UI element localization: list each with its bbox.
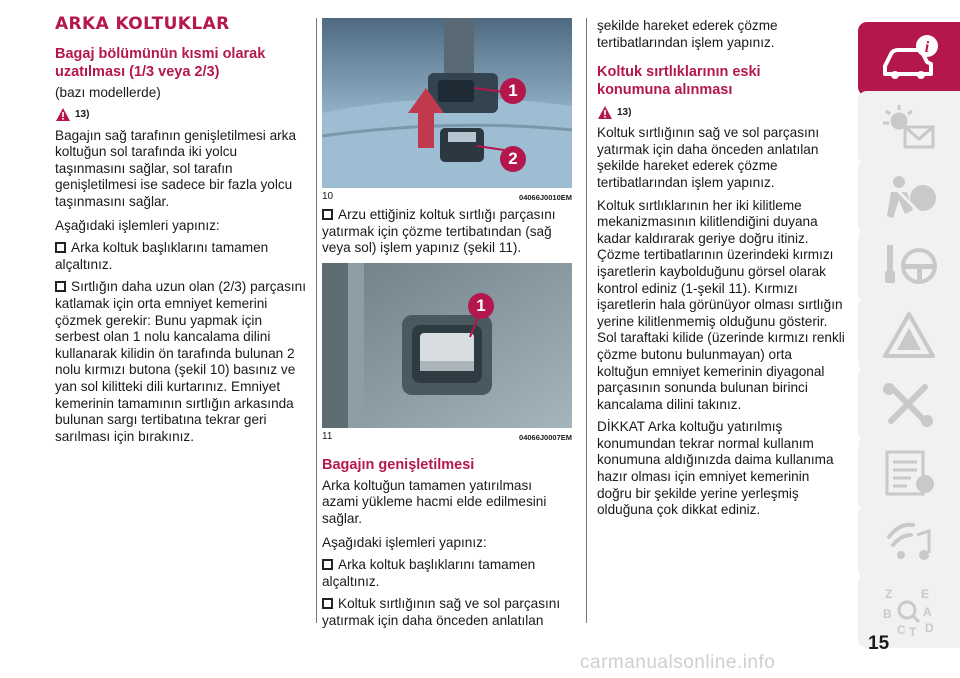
warning-triangle-icon (877, 308, 941, 362)
intro-paragraph: Bagajın sağ tarafının genişletilmesi arka koltuğun sol tarafında iki yolcu taşınmasını sağlar, sol tarafın genişletilmesi ise sadece bir fazla yolcu taşınmasını sağlar. (55, 127, 297, 209)
seatbelt-buckle-illustration (322, 18, 572, 188)
paragraph: Koltuk sırtlığının sağ ve sol parçasını yatırmak için daha önceden anlatılan şekilde hareket ederek çözme tertibatlarından işlem yapınız. (597, 125, 820, 190)
warning-triangle-icon (55, 107, 71, 122)
multimedia-icon (877, 515, 941, 569)
page-number: 15 (868, 633, 890, 654)
tab-multimedia[interactable] (858, 505, 960, 579)
warning-reference (55, 106, 310, 124)
callout-1: 1 (500, 78, 526, 104)
index-letters-icon (877, 584, 941, 638)
model-note: (bazı modellerde) (55, 85, 161, 100)
steps-lead: Aşağıdaki işlemleri yapınız: (322, 534, 487, 550)
subheading: Bagajın genişletilmesi (322, 456, 475, 473)
figure-caption (322, 430, 572, 442)
list-item: Koltuk sırtlığının sağ ve sol parçasını yatırmak için daha önceden anlatılan (322, 596, 561, 628)
paragraph: DİKKAT Arka koltuğu yatırılmış konumundan tekrar normal kullanım konumuna aldığınızda daima kullanıma hazır olması için emniyet kemerinin doğru bir şekilde yerine yerleşmiş olduğuna çok dikkat ediniz. (597, 419, 834, 518)
figure-10 (322, 18, 572, 188)
svg-text:A: A (923, 605, 932, 619)
checkbox-bullet-icon (55, 242, 66, 253)
column-2 (322, 0, 572, 630)
checkbox-bullet-icon (322, 559, 333, 570)
tab-warning-lights[interactable] (858, 91, 960, 165)
svg-text:T: T (909, 625, 917, 638)
continued-text: şekilde hareket ederek çözme tertibatlarından işlem yapınız. (597, 18, 778, 50)
warning-lights-icon (877, 101, 941, 155)
paragraph: Koltuk sırtlıklarının her iki kilitleme mekanizmasının kilitlendiğini duyana kadar kaldırarak geriye doğru itiniz. Çözme tertibatlarının üzerindeki kırmızı işaretlerin kaybolduğunu görsel olarak kontrol ediniz (1-şekil 11). Kırmızı işaretlerin hala görünüyor olması sırtlığın yerine kilitlenmemiş olduğunu gösterir. Sol taraftaki kilide (üzerinde kırmızı renkli çözme butonu bulunmayan) orta koltuğun emniyet kemerinin diyagonal parçasının sonunda bulunan birinci kancalama dilini takınız. (597, 197, 845, 412)
checkbox-bullet-icon (322, 598, 333, 609)
list-item: Sırtlığın daha uzun olan (2/3) parçasını katlamak için orta emniyet kemerini çözmek gerekir: Bunu yapmak için serbest olan 1 nolu kancalama dilini kullanarak kilidin ön tarafında bulunan 2 nolu kırmızı butona (şekil 10) basınız ve yan sol kilitteki dili kurtarınız. Emniyet kemerinin tamamının sırtlığın arkasında bulunan sargı tertibatına tekrar geri sarılması için bırakınız. (55, 279, 307, 444)
svg-text:i: i (924, 39, 930, 56)
callout-2: 2 (500, 146, 526, 172)
column-divider (586, 18, 587, 623)
callout-1: 1 (468, 293, 494, 319)
subheading: Bagaj bölümünün kısmi olarak uzatılması (1/3 veya 2/3) (55, 46, 266, 80)
intro-paragraph: Arka koltuğun tamamen yatırılması azami yükleme hacmi elde edilmesini sağlar. (322, 477, 547, 526)
figure-code: 04066J0007EM (519, 432, 572, 442)
svg-text:C: C (897, 623, 906, 637)
tab-safety[interactable] (858, 160, 960, 234)
checkbox-bullet-icon (55, 281, 66, 292)
warning-ref-number: 13) (617, 106, 632, 118)
column-divider (316, 18, 317, 623)
svg-text:B: B (883, 607, 892, 621)
tab-car-info[interactable] (858, 22, 960, 96)
warning-triangle-icon (597, 105, 613, 120)
column-1 (55, 0, 310, 445)
steps-lead: Aşağıdaki işlemleri yapınız: (55, 217, 220, 233)
svg-text:Z: Z (885, 587, 893, 601)
airbag-safety-icon (877, 170, 941, 224)
service-tools-icon (877, 377, 941, 431)
figure-number: 11 (322, 430, 333, 442)
list-item: Arka koltuk başlıklarını tamamen alçaltınız. (55, 240, 269, 272)
tab-maintenance[interactable] (858, 367, 960, 441)
car-info-icon (877, 32, 941, 86)
warning-reference (597, 103, 847, 121)
list-item: Arzu ettiğiniz koltuk sırtlığı parçasını yatırmak için çözme tertibatından (sağ veya sol) işlem yapınız (şekil 11). (322, 207, 556, 256)
figure-caption (322, 190, 572, 202)
column-3 (597, 0, 847, 519)
list-item: Arka koltuk başlıklarını tamamen alçaltınız. (322, 557, 536, 589)
subheading: Koltuk sırtlıklarının eski konumuna alınması (597, 64, 761, 99)
technical-data-icon (877, 446, 941, 500)
tab-starting-driving[interactable] (858, 229, 960, 303)
svg-text:E: E (921, 587, 930, 601)
steering-wheel-icon (877, 239, 941, 293)
figure-code: 04066J0010EM (519, 193, 572, 202)
figure-number: 10 (322, 191, 334, 202)
seat-release-lever-illustration (322, 263, 572, 428)
svg-text:D: D (925, 621, 934, 635)
watermark: carmanualsonline.info (580, 652, 776, 673)
tab-emergency[interactable] (858, 298, 960, 372)
checkbox-bullet-icon (322, 209, 333, 220)
tab-technical-data[interactable] (858, 436, 960, 510)
figure-11 (322, 263, 572, 428)
section-title: ARKA KOLTUKLAR (55, 14, 230, 34)
warning-ref-number: 13) (75, 109, 90, 121)
